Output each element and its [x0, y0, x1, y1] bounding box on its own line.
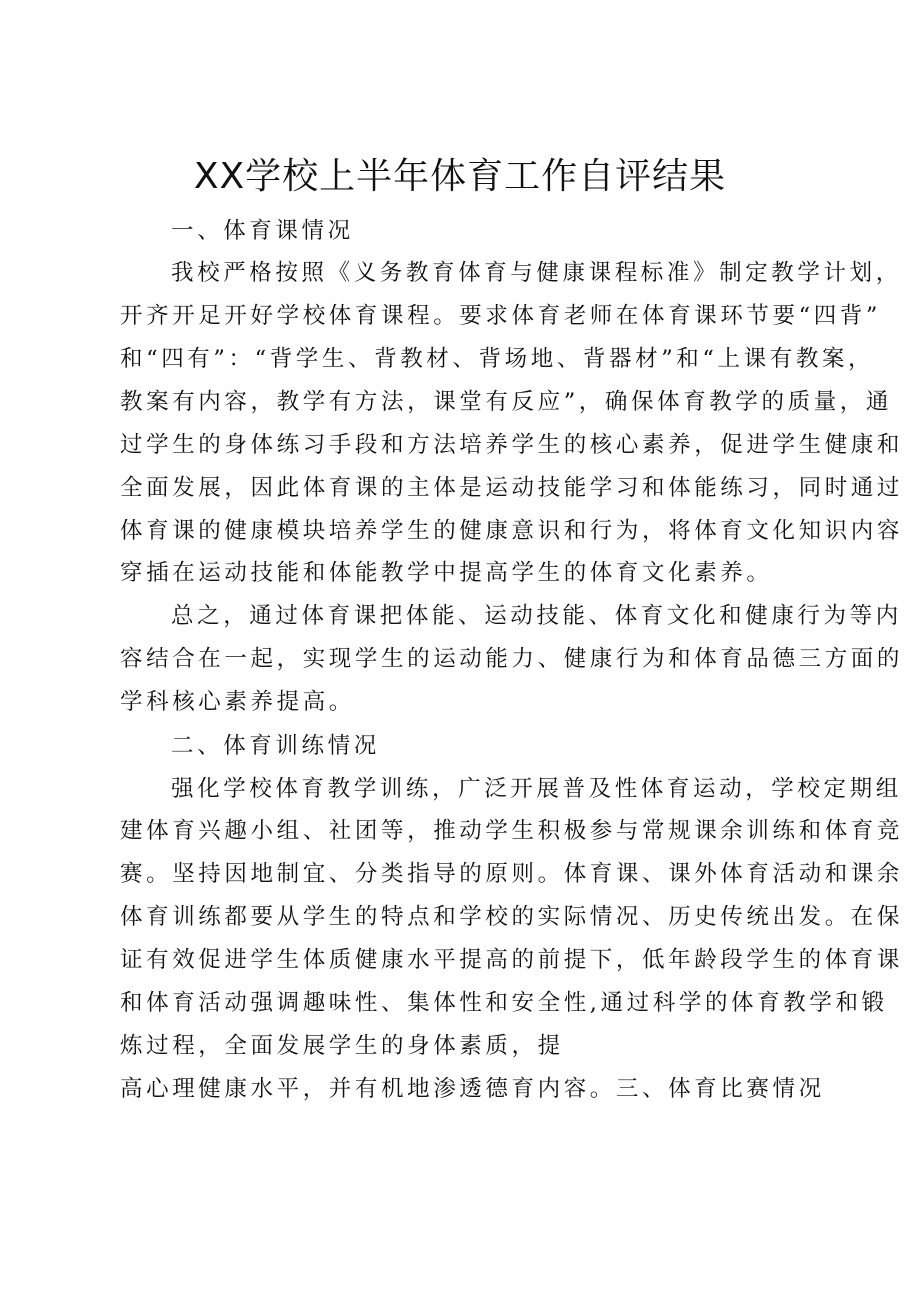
paragraph-line: 和“四有”：“背学生、背教材、背场地、背器材”和“上课有教案， [120, 346, 875, 372]
section-heading-pe-class: 一、体育课情况 [171, 218, 354, 244]
document-title: XX学校上半年体育工作自评结果 [193, 156, 727, 197]
paragraph-line: 教案有内容，教学有方法，课堂有反应”，确保体育教学的质量，通 [120, 389, 893, 415]
paragraph-line: 穿插在运动技能和体能教学中提高学生的体育文化素养。 [120, 560, 773, 586]
paragraph-line: 全面发展，因此体育课的主体是运动技能学习和体能练习，同时通过 [120, 475, 904, 501]
paragraph-line: 容结合在一起，实现学生的运动能力、健康行为和体育品德三方面的 [120, 646, 904, 672]
paragraph-line: 体育训练都要从学生的特点和学校的实际情况、历史传统出发。在保 [120, 904, 904, 930]
paragraph-line: 体育课的健康模块培养学生的健康意识和行为，将体育文化知识内容 [120, 518, 904, 544]
section-heading-pe-training: 二、体育训练情况 [171, 733, 380, 759]
paragraph-line: 和体育活动强调趣味性、集体性和安全性,通过科学的体育教学和锻 [120, 990, 888, 1016]
paragraph-line: 炼过程，全面发展学生的身体素质，提 [120, 1033, 564, 1059]
paragraph-line: 我校严格按照《义务教育体育与健康课程标准》制定教学计划， [171, 260, 902, 286]
paragraph-line: 建体育兴趣小组、社团等，推动学生积极参与常规课余训练和体育竞 [120, 818, 904, 844]
paragraph-line: 强化学校体育教学训练，广泛开展普及性体育运动，学校定期组 [171, 776, 902, 802]
paragraph-line: 高心理健康水平，并有机地渗透德育内容。三、体育比赛情况 [120, 1076, 825, 1102]
paragraph-line: 学科核心素养提高。 [120, 689, 355, 715]
paragraph-line: 总之，通过体育课把体能、运动技能、体育文化和健康行为等内 [171, 603, 902, 629]
paragraph-line: 赛。坚持因地制宜、分类指导的原则。体育课、课外体育活动和课余 [120, 861, 904, 887]
paragraph-line: 过学生的身体练习手段和方法培养学生的核心素养，促进学生健康和 [120, 432, 904, 458]
paragraph-line: 证有效促进学生体质健康水平提高的前提下，低年龄段学生的体育课 [120, 947, 904, 973]
paragraph-line: 开齐开足开好学校体育课程。要求体育老师在体育课环节要“四背” [120, 303, 882, 329]
